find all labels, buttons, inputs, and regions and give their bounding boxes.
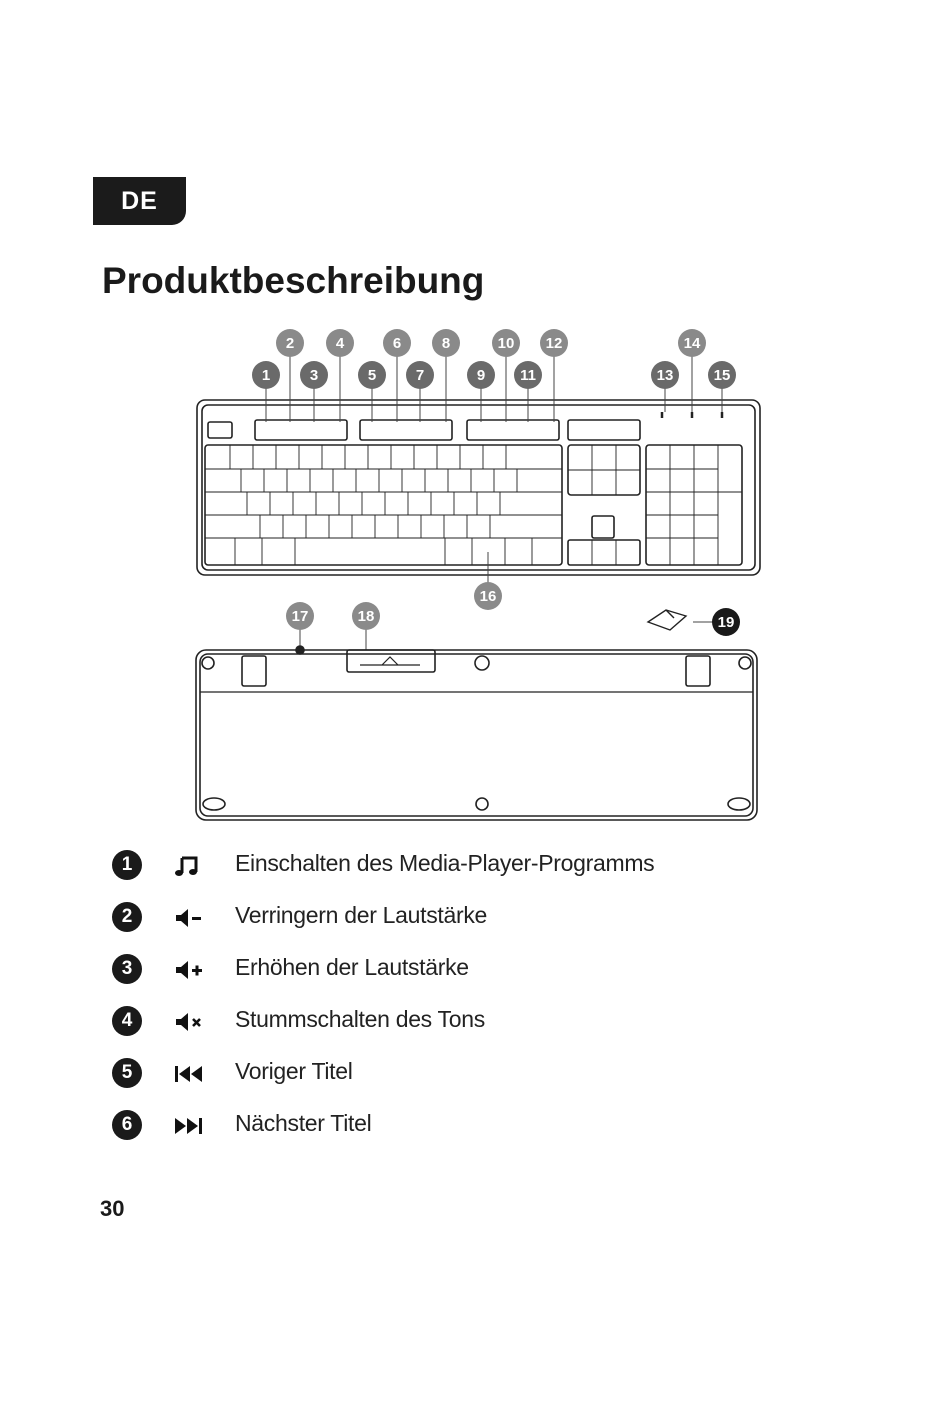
legend-item	[0, 996, 950, 1040]
keyboard-bottom-view	[196, 646, 757, 820]
svg-text:14: 14	[683, 335, 701, 352]
callout-2	[276, 329, 304, 357]
keyboard-diagram	[0, 320, 950, 830]
svg-text:9: 9	[476, 367, 486, 384]
svg-text:18: 18	[357, 608, 375, 625]
callout-6	[383, 329, 411, 357]
legend-description: Nächster Titel	[235, 1110, 372, 1136]
callout-13	[651, 361, 679, 389]
number-badge: 5	[112, 1058, 142, 1088]
callout-5	[358, 361, 386, 389]
callout-3	[300, 361, 328, 389]
svg-text:19: 19	[717, 614, 735, 631]
svg-text:1: 1	[261, 367, 271, 384]
callout-15	[708, 361, 736, 389]
legend-description: Erhöhen der Lautstärke	[235, 954, 469, 980]
callout-10	[492, 329, 520, 357]
language-tab: DE	[93, 177, 186, 225]
svg-text:15: 15	[713, 367, 731, 384]
callout-1	[252, 361, 280, 389]
callout-12	[540, 329, 568, 357]
svg-text:12: 12	[545, 335, 563, 352]
legend-item	[0, 1048, 950, 1092]
callout-8	[432, 329, 460, 357]
next-track-icon	[172, 1114, 206, 1138]
svg-text:17: 17	[291, 608, 309, 625]
page-number: 30	[100, 1196, 125, 1221]
callout-19	[712, 608, 740, 636]
legend-item	[0, 892, 950, 936]
svg-text:7: 7	[415, 367, 425, 384]
callout-9	[467, 361, 495, 389]
legend-description: Verringern der Lautstärke	[235, 902, 488, 928]
previous-track-icon	[172, 1062, 206, 1086]
number-badge: 4	[112, 1006, 142, 1036]
usb-receiver	[648, 610, 686, 630]
callout-17	[286, 602, 314, 630]
page-title: Produktbeschreibung	[102, 260, 485, 301]
number-badge: 3	[112, 954, 142, 984]
legend-description: Stummschalten des Tons	[235, 1006, 485, 1032]
callout-11	[514, 361, 542, 389]
svg-text:13: 13	[656, 367, 674, 384]
legend-description: Einschalten des Media-Player-Programms	[235, 850, 655, 876]
svg-text:11: 11	[520, 367, 536, 384]
svg-text:16: 16	[479, 588, 497, 605]
legend-item	[0, 1100, 950, 1144]
number-badge: 6	[112, 1110, 142, 1140]
callout-7	[406, 361, 434, 389]
callout-16	[474, 582, 502, 610]
volume-down-icon	[172, 906, 206, 930]
mute-icon	[172, 1010, 206, 1034]
svg-text:2: 2	[285, 335, 295, 352]
number-badge: 1	[112, 850, 142, 880]
callout-18	[352, 602, 380, 630]
svg-text:8: 8	[441, 335, 451, 352]
number-badge: 2	[112, 902, 142, 932]
legend-description: Voriger Titel	[235, 1058, 353, 1084]
legend-item	[0, 840, 950, 884]
svg-text:3: 3	[309, 367, 319, 384]
music-note-icon	[172, 854, 206, 878]
keyboard-top-view	[197, 400, 760, 575]
svg-text:5: 5	[367, 367, 377, 384]
callout-4	[326, 329, 354, 357]
callout-14	[678, 329, 706, 357]
svg-text:4: 4	[335, 335, 345, 352]
svg-text:6: 6	[392, 335, 402, 352]
volume-up-icon	[172, 958, 206, 982]
svg-text:10: 10	[497, 335, 515, 352]
legend-item	[0, 944, 950, 988]
